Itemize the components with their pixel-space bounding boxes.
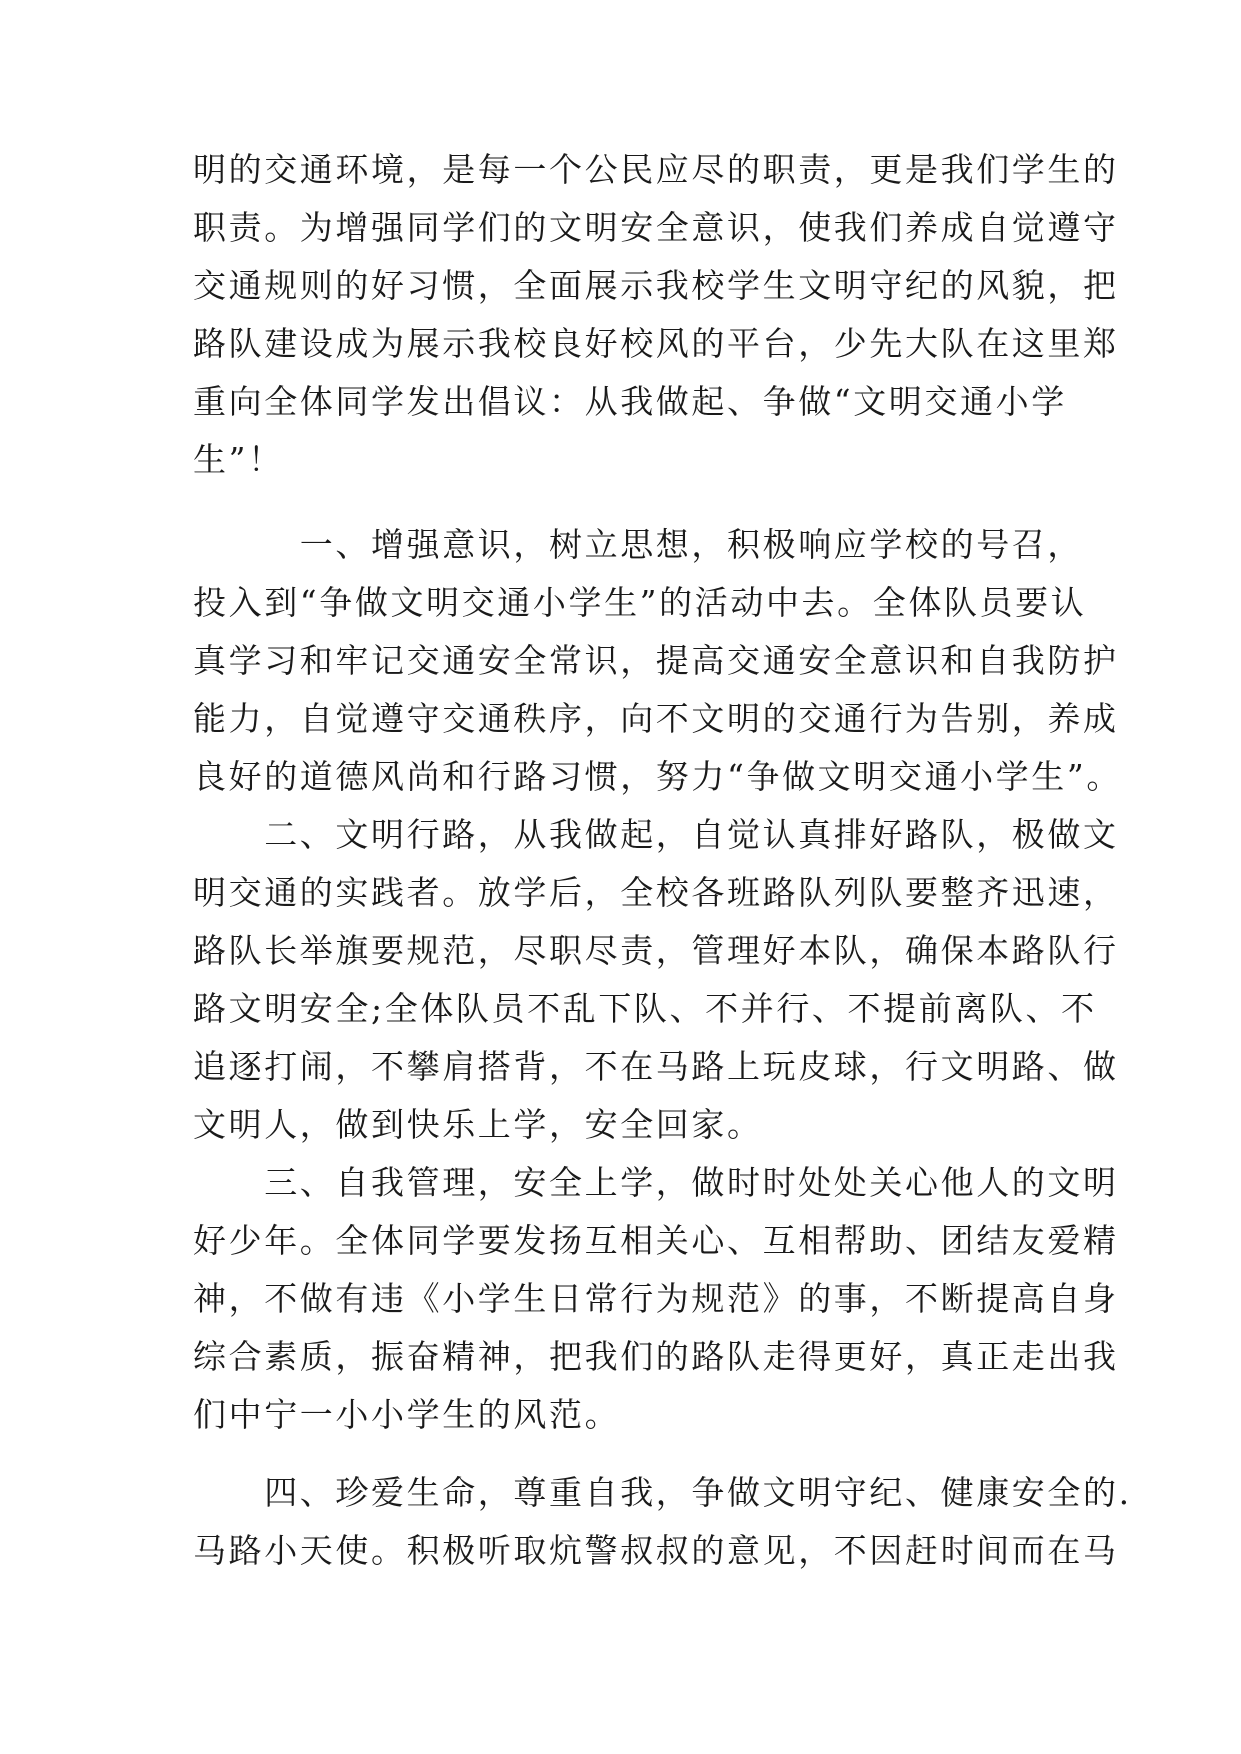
text-line: 能力，自觉遵守交通秩序，向不文明的交通行为告别，养成 [193, 699, 1119, 738]
text-line: 二、文明行路，从我做起，自觉认真排好路队，极做文 [193, 815, 1119, 854]
text-line: 马路小天使。积极听取炕警叔叔的意见，不因赶时间而在马 [193, 1531, 1119, 1570]
text-line: 神，不做有违《小学生日常行为规范》的事，不断提高自身 [193, 1279, 1119, 1318]
text-line: 真学习和牢记交通安全常识，提高交通安全意识和自我防护 [193, 641, 1119, 680]
text-line: 重向全体同学发出倡议：从我做起、争做“文明交通小学 [193, 382, 1067, 421]
text-line: 综合素质，振奋精神，把我们的路队走得更好，真正走出我 [193, 1337, 1119, 1376]
text-line: 投入到“争做文明交通小学生”的活动中去。全体队员要认 [193, 583, 1087, 622]
text-line: 职责。为增强同学们的文明安全意识，使我们养成自觉遵守 [193, 208, 1119, 247]
text-line: 生”！ [193, 440, 284, 479]
text-line: 好少年。全体同学要发扬互相关心、互相帮助、团结友爱精 [193, 1221, 1119, 1260]
text-line: 文明人，做到快乐上学，安全回家。 [193, 1105, 763, 1144]
text-line: 明交通的实践者。放学后，全校各班路队列队要整齐迅速， [193, 873, 1119, 912]
text-line: 明的交通环境，是每一个公民应尽的职责，更是我们学生的 [193, 150, 1119, 189]
text-line: 一、增强意识，树立思想，积极响应学校的号召， [193, 525, 1083, 564]
text-line: 路文明安全;全体队员不乱下队、不并行、不提前离队、不 [193, 989, 1097, 1028]
text-line: 三、自我管理，安全上学，做时时处处关心他人的文明 [193, 1163, 1119, 1202]
text-line: 路队长举旗要规范，尽职尽责，管理好本队，确保本路队行 [193, 931, 1119, 970]
text-line: 们中宁一小小学生的风范。 [193, 1395, 621, 1434]
text-line: 追逐打闹，不攀肩搭背，不在马路上玩皮球，行文明路、做 [193, 1047, 1119, 1086]
text-line: 交通规则的好习惯，全面展示我校学生文明守纪的风貌，把 [193, 266, 1119, 305]
text-line: 良好的道德风尚和行路习惯，努力“争做文明交通小学生”。 [193, 757, 1122, 796]
text-line: 路队建设成为展示我校良好校风的平台，少先大队在这里郑 [193, 324, 1119, 363]
text-line: 四、珍爱生命，尊重自我，争做文明守纪、健康安全的. [193, 1473, 1132, 1512]
